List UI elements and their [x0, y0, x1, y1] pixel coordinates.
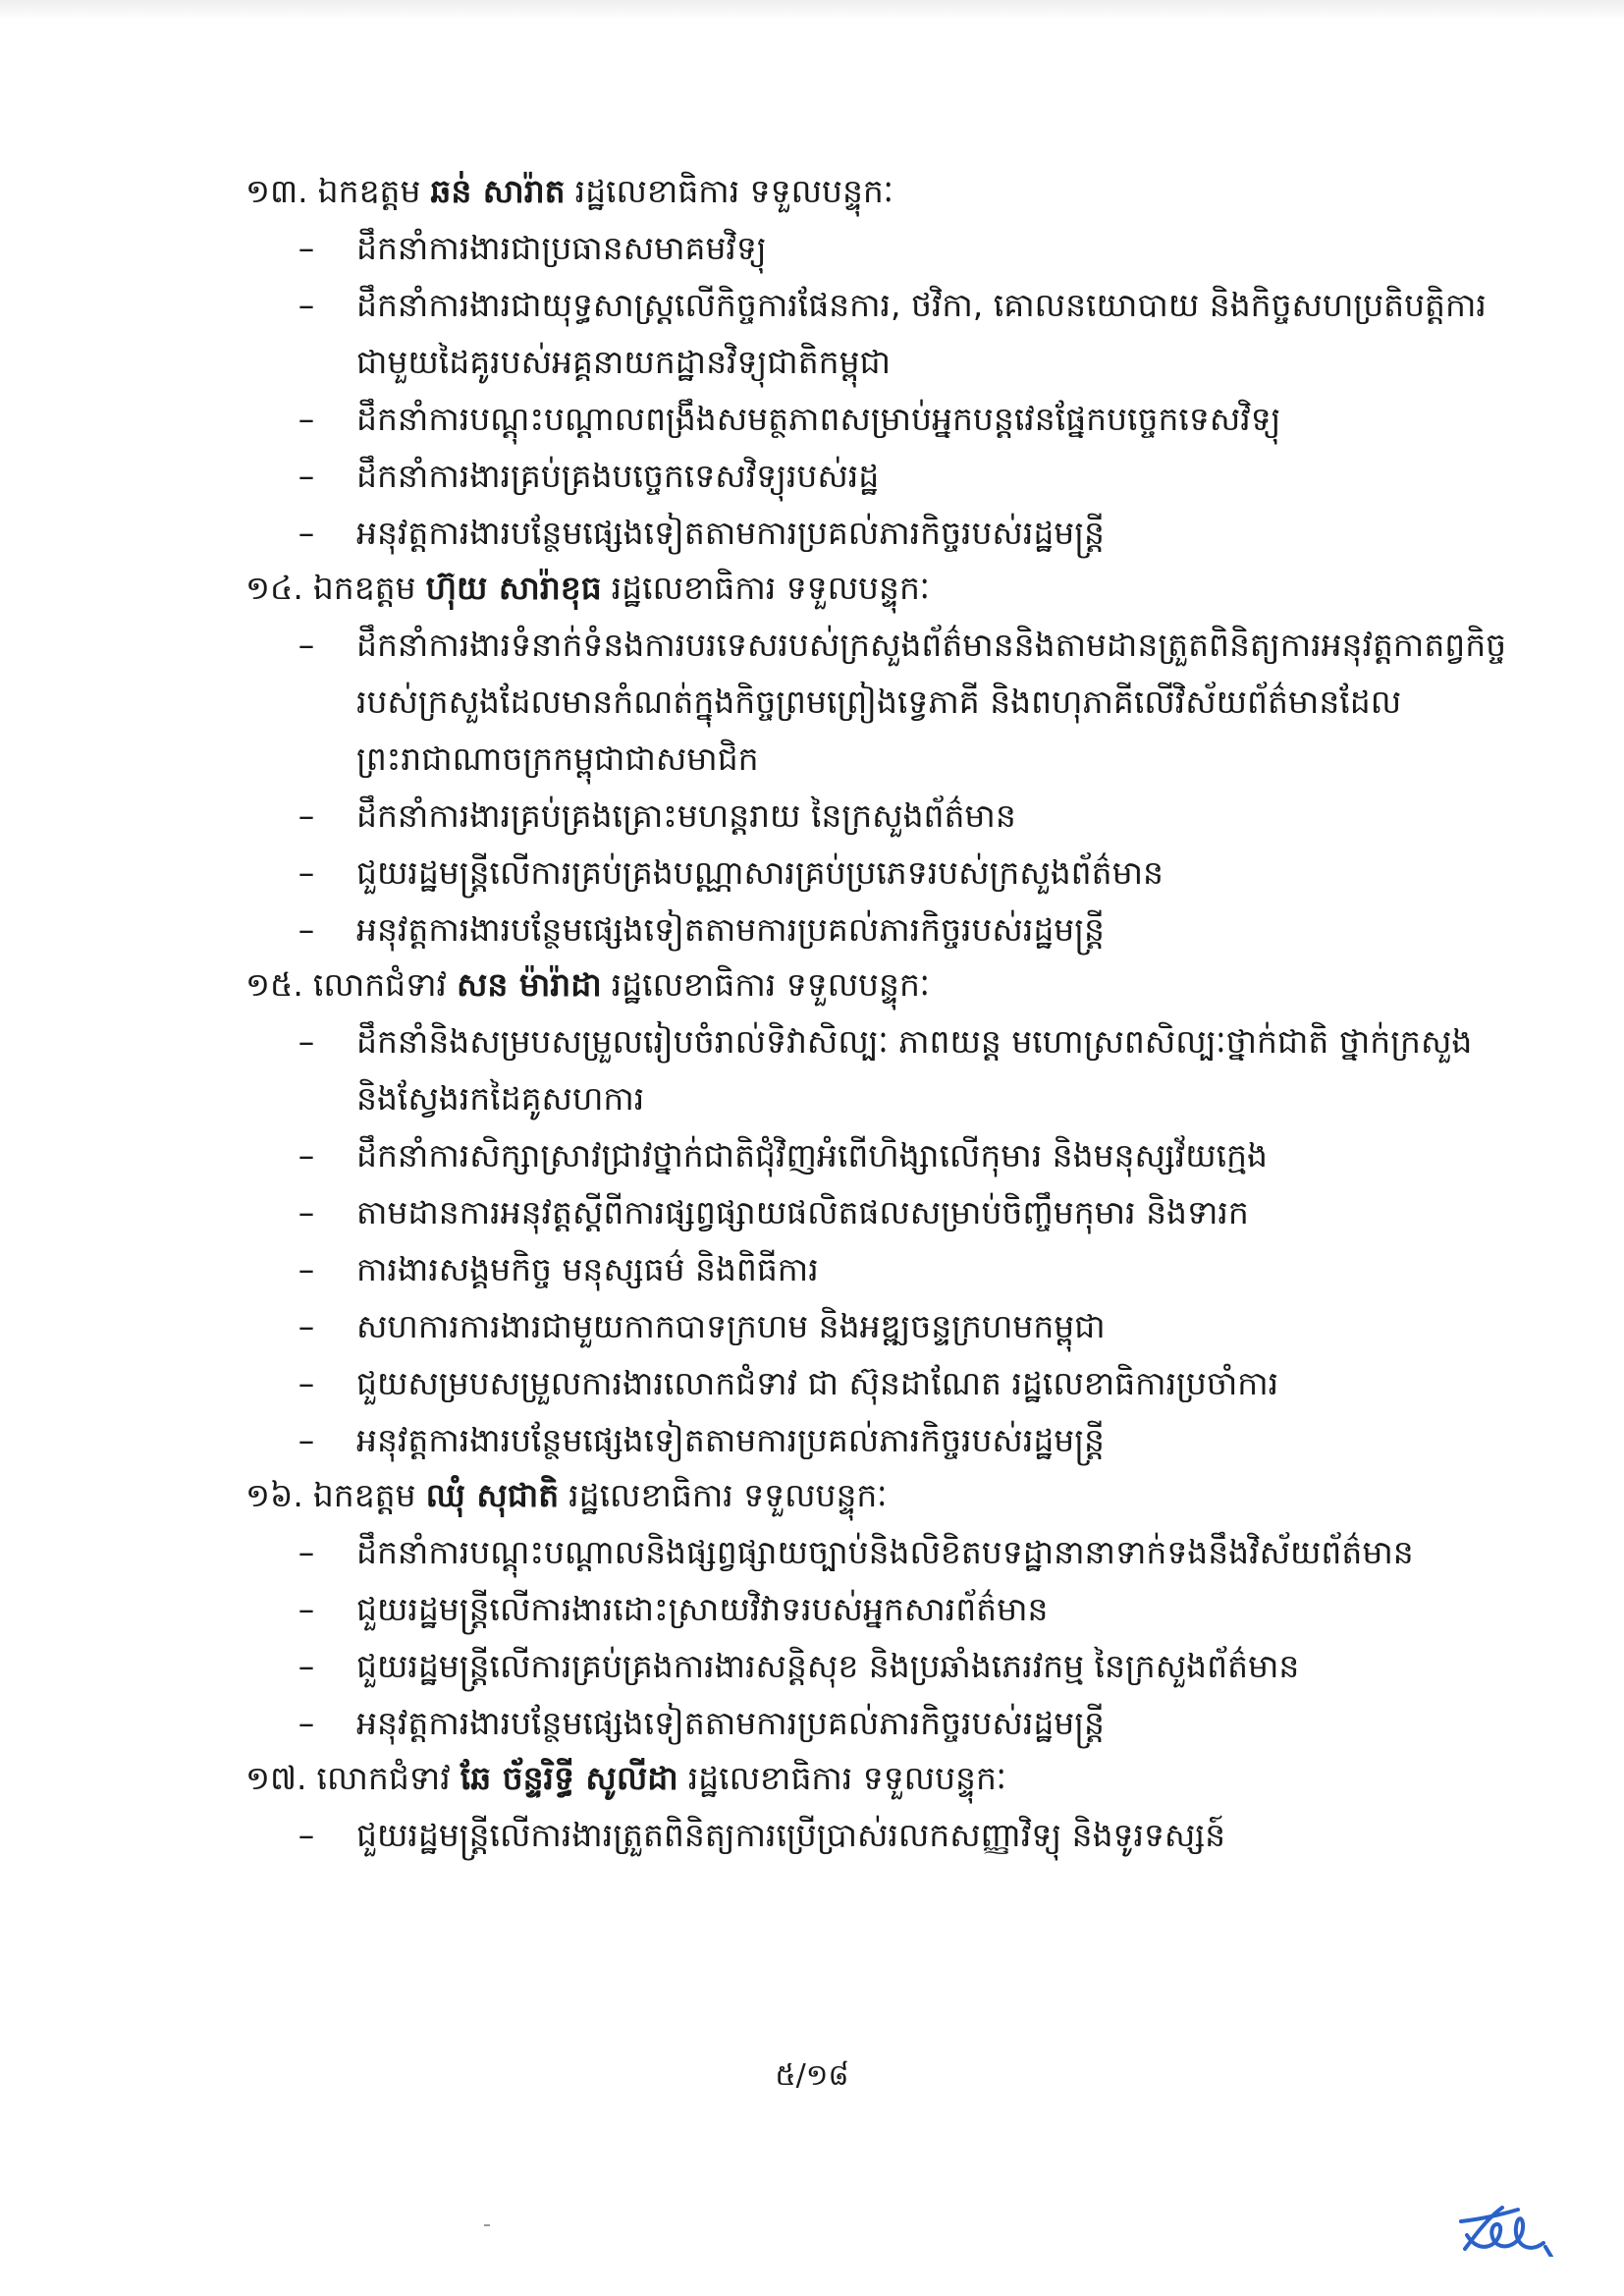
section-heading [245, 1752, 1522, 1807]
list-item [245, 1807, 1522, 1864]
person-name: ឆន់ សារ៉ាត [430, 172, 566, 210]
list-item [245, 1127, 1522, 1184]
honorific: ឯកឧត្តម [312, 1476, 416, 1514]
list-item [245, 1412, 1522, 1469]
section-number: ១៦. [245, 1476, 303, 1514]
role-title: រដ្ឋលេខាធិការ ទទួលបន្ទុកៈ [568, 1476, 888, 1514]
bullet-dash: – [298, 853, 315, 892]
section-2 [245, 562, 1522, 958]
section-1 [245, 165, 1522, 562]
role-title: រដ្ឋលេខាធិការ ទទួលបន្ទុកៈ [687, 1759, 1006, 1797]
section-number: ១៧. [245, 1759, 307, 1797]
item-text: ជួយរដ្ឋមន្ត្រីលើការងារដោះស្រាយវិវាទរបស់អ្នកសារព័ត៌មាន [356, 1590, 1049, 1628]
list-item [245, 788, 1522, 845]
list-item [245, 505, 1522, 562]
honorific: ឯកឧត្តម [317, 172, 421, 210]
bullet-dash: – [298, 1590, 315, 1628]
page-number: ៥/១៨ [775, 2058, 849, 2093]
list-item [245, 1355, 1522, 1412]
list-item [245, 1581, 1522, 1638]
item-text: តាមដានការអនុវត្តស្តីពីការផ្សព្វផ្សាយផលិតផលសម្រាប់ចិញ្ចឹមកុមារ និងទារក [356, 1193, 1249, 1231]
role-title: រដ្ឋលេខាធិការ ទទួលបន្ទុកៈ [611, 569, 930, 607]
item-text: ដឹកនាំការបណ្តុះបណ្តាលពង្រឹងសមត្ថភាពសម្រាប់អ្នកបន្តវេនផ្នែកបច្ចេកទេសវិទ្យុ [356, 400, 1281, 438]
list-item [245, 1298, 1522, 1355]
bullet-dash: – [298, 1533, 315, 1571]
honorific: លោកជំទាវ [312, 965, 448, 1004]
bullet-dash: – [298, 514, 315, 552]
item-text: អនុវត្តការងារបន្ថែមផ្សេងទៀតតាមការប្រគល់ភារកិច្ចរបស់រដ្ឋមន្ត្រី [356, 1704, 1105, 1742]
section-heading [245, 562, 1522, 617]
item-text: ដឹកនាំការងារគ្រប់គ្រងគ្រោះមហន្តរាយ នៃក្រសួងព័ត៌មាន [356, 796, 1016, 835]
list-item [245, 448, 1522, 505]
section-4 [245, 1469, 1522, 1752]
bullet-dash: – [298, 1136, 315, 1175]
person-name: ហ៊ុយ សារ៉ាខុធ [425, 569, 602, 607]
bullet-dash: – [298, 1421, 315, 1459]
list-item [245, 617, 1522, 788]
item-text: ការងារសង្គមកិច្ច មនុស្សធម៌ និងពិធីការ [356, 1250, 819, 1288]
duty-list [245, 617, 1522, 958]
role-title: រដ្ឋលេខាធិការ ទទួលបន្ទុកៈ [611, 965, 930, 1004]
list-item [245, 845, 1522, 902]
person-name: ឆែ ច័ន្ទរិទ្ធី សូលីដា [460, 1759, 678, 1797]
item-text: ជួយសម្របសម្រួលការងារលោកជំទាវ ជា ស៊ុនដាណែត រដ្ឋលេខាធិការប្រចាំការ [356, 1364, 1279, 1402]
bullet-dash: – [298, 1193, 315, 1231]
list-item [245, 1013, 1522, 1127]
section-number: ១៣. [245, 172, 308, 210]
list-item [245, 1695, 1522, 1752]
section-5 [245, 1752, 1522, 1864]
person-name: ឈុំ សុជាតិ [425, 1476, 560, 1514]
section-heading [245, 165, 1522, 220]
person-name: សន ម៉ារ៉ាដា [457, 965, 602, 1004]
section-number: ១៤. [245, 569, 303, 607]
item-text: ជួយរដ្ឋមន្ត្រីលើការងារត្រួតពិនិត្យការប្រើប្រាស់រលកសញ្ញាវិទ្យុ និងទូរទស្សន៍ [356, 1816, 1226, 1854]
honorific: ឯកឧត្តម [312, 569, 416, 607]
item-text: សហការការងារជាមួយកាកបាទក្រហម និងអឌ្ឍចន្ទក្រហមកម្ពុជា [356, 1307, 1106, 1345]
list-item [245, 1241, 1522, 1298]
list-item [245, 1638, 1522, 1695]
bullet-dash: – [298, 1647, 315, 1685]
item-text: ដឹកនាំការបណ្តុះបណ្តាលនិងផ្សព្វផ្សាយច្បាប់និងលិខិតបទដ្ឋានានាទាក់ទងនឹងវិស័យព័ត៌មាន [356, 1533, 1414, 1571]
item-text: ជួយរដ្ឋមន្ត្រីលើការគ្រប់គ្រងការងារសន្តិសុខ និងប្រឆាំងភេរវកម្ម នៃក្រសួងព័ត៌មាន [356, 1647, 1300, 1685]
list-item [245, 220, 1522, 277]
bullet-dash: – [298, 796, 315, 835]
bullet-dash: – [298, 1307, 315, 1345]
bullet-dash: – [298, 1250, 315, 1288]
item-text: ដឹកនាំការសិក្សាស្រាវជ្រាវថ្នាក់ជាតិជុំវិញអំពើហិង្សាលើកុមារ និងមនុស្សវ័យក្មេង [356, 1136, 1268, 1175]
list-item [245, 391, 1522, 448]
bullet-dash: – [298, 229, 315, 267]
scan-speck [484, 2224, 490, 2226]
duty-list [245, 1807, 1522, 1864]
item-text: ដឹកនាំការងារគ្រប់គ្រងបច្ចេកទេសវិទ្យុរបស់រដ្ឋ [356, 457, 880, 495]
section-3 [245, 958, 1522, 1469]
bullet-dash: – [298, 1364, 315, 1402]
item-text: ជួយរដ្ឋមន្ត្រីលើការគ្រប់គ្រងបណ្ណាសារគ្រប់ប្រភេទរបស់ក្រសួងព័ត៌មាន [356, 853, 1164, 892]
section-number: ១៥. [245, 965, 303, 1004]
duty-list [245, 1013, 1522, 1469]
bullet-dash: – [298, 910, 315, 949]
bullet-dash: – [298, 1704, 315, 1742]
list-item [245, 1184, 1522, 1241]
item-text: អនុវត្តការងារបន្ថែមផ្សេងទៀតតាមការប្រគល់ភារកិច្ចរបស់រដ្ឋមន្ត្រី [356, 910, 1105, 949]
bullet-dash: – [298, 1022, 315, 1061]
bullet-dash: – [298, 457, 315, 495]
list-item [245, 277, 1522, 391]
item-text: ដឹកនាំនិងសម្របសម្រួលរៀបចំរាល់ទិវាសិល្បៈ ភាពយន្ត មហោស្រពសិល្បៈថ្នាក់ជាតិ ថ្នាក់ក្រសួង និងស្វែងរកដៃគូសហការ [356, 1022, 1473, 1118]
section-heading [245, 958, 1522, 1013]
bullet-dash: – [298, 400, 315, 438]
bullet-dash: – [298, 1816, 315, 1854]
item-text: ដឹកនាំការងារទំនាក់ទំនងការបរទេសរបស់ក្រសួងព័ត៌មាននិងតាមដានត្រួតពិនិត្យការអនុវត្តកាតព្វកិច្ចរបស់ក្រសួងដែលមានកំណត់ក្នុងកិច្ចព្រមព្រៀងទ្វេភាគី និងពហុភាគីលើវិស័យព័ត៌មានដែលព្រះរាជាណាចក្រកម្ពុជាជាសមាជិក [356, 626, 1507, 778]
section-heading [245, 1469, 1522, 1524]
bullet-dash: – [298, 286, 315, 324]
duty-list [245, 1524, 1522, 1752]
signature-initials [1459, 2198, 1557, 2257]
item-text: ដឹកនាំការងារជាប្រធានសមាគមវិទ្យុ [356, 229, 767, 267]
item-text: អនុវត្តការងារបន្ថែមផ្សេងទៀតតាមការប្រគល់ភារកិច្ចរបស់រដ្ឋមន្ត្រី [356, 514, 1105, 552]
duty-list [245, 220, 1522, 562]
list-item [245, 1524, 1522, 1581]
item-text: ដឹកនាំការងារជាយុទ្ធសាស្ត្រលើកិច្ចការផែនការ, ថវិកា, គោលនយោបាយ និងកិច្ចសហប្រតិបត្តិការជាមួយដៃគូរបស់អគ្គនាយកដ្ឋានវិទ្យុជាតិកម្ពុជា [356, 286, 1487, 381]
honorific: លោកជំទាវ [316, 1759, 451, 1797]
document-body [245, 165, 1522, 1864]
item-text: អនុវត្តការងារបន្ថែមផ្សេងទៀតតាមការប្រគល់ភារកិច្ចរបស់រដ្ឋមន្ត្រី [356, 1421, 1105, 1459]
role-title: រដ្ឋលេខាធិការ ទទួលបន្ទុកៈ [574, 172, 893, 210]
bullet-dash: – [298, 626, 315, 664]
scan-edge-shadow [0, 0, 1624, 20]
list-item [245, 902, 1522, 958]
